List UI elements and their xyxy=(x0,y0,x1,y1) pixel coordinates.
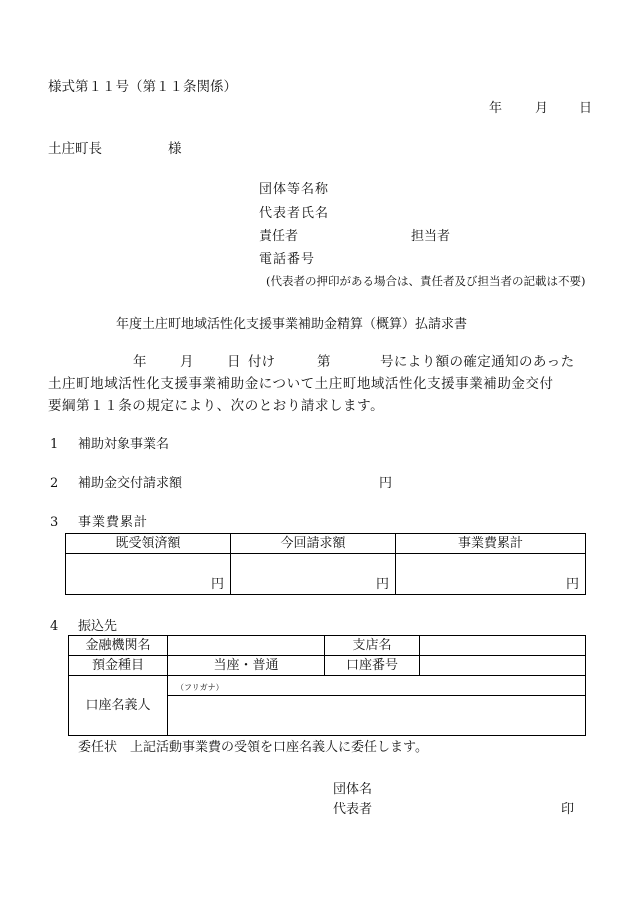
signature-representative-label: 代表者 xyxy=(333,802,373,817)
document-title: 年度土庄町地域活性化支援事業補助金精算（概算）払請求書 xyxy=(116,317,468,332)
item4-number: 4 xyxy=(50,619,59,634)
form-number: 様式第１１号（第１１条関係） xyxy=(48,79,237,95)
item3-number: 3 xyxy=(50,515,59,530)
bank-branch-field[interactable] xyxy=(420,636,586,656)
bank-branch-label: 支店名 xyxy=(325,636,420,656)
cost-received-cell[interactable] xyxy=(66,554,231,595)
account-holder-name-field[interactable] xyxy=(168,696,586,736)
bank-institution-label: 金融機関名 xyxy=(69,636,168,656)
account-number-field[interactable] xyxy=(420,656,586,676)
body-line1-rest: 号により額の確定通知のあった xyxy=(380,354,575,370)
bank-account-table xyxy=(68,635,586,736)
cost-current-cell[interactable] xyxy=(231,554,396,595)
group-name-label: 団体等名称 xyxy=(259,182,330,197)
date-year-label: 年 xyxy=(489,101,503,116)
body-line3: 要綱第１１条の規定により、次のとおり請求します。 xyxy=(48,398,385,414)
account-type-label: 預金種目 xyxy=(69,656,168,676)
account-holder-furigana-field[interactable] xyxy=(168,676,586,696)
item3-label: 事業費累計 xyxy=(78,515,149,530)
addressee-honorific: 様 xyxy=(168,141,182,157)
cost-summary-table xyxy=(65,533,586,595)
cost-received-unit: 円 xyxy=(210,577,224,592)
cost-total-unit: 円 xyxy=(565,577,579,592)
item1-number: 1 xyxy=(50,437,59,452)
signature-group-label: 団体名 xyxy=(333,782,373,797)
contact-person-label: 担当者 xyxy=(411,229,451,244)
item2-label: 補助金交付請求額 xyxy=(78,476,183,491)
account-type-value[interactable]: 当座・普通 xyxy=(168,656,325,676)
cost-header-current: 今回請求額 xyxy=(231,534,396,554)
account-number-label: 口座番号 xyxy=(325,656,420,676)
seal-note: (代表者の押印がある場合は、責任者及び担当者の記載は不要) xyxy=(266,274,586,288)
delegation-statement: 委任状 上記活動事業費の受領を口座名義人に委任します。 xyxy=(78,740,428,755)
body-year: 年 xyxy=(133,354,147,370)
item2-number: 2 xyxy=(50,476,59,491)
body-day: 日 xyxy=(227,354,241,370)
bank-institution-field[interactable] xyxy=(168,636,325,656)
item1-label: 補助対象事業名 xyxy=(78,437,170,452)
item4-label: 振込先 xyxy=(78,619,118,634)
cost-current-unit: 円 xyxy=(375,577,389,592)
furigana-label: （フリガナ） xyxy=(176,683,224,692)
body-dated: 付け xyxy=(248,354,275,370)
account-holder-label: 口座名義人 xyxy=(69,676,168,736)
responsible-label: 責任者 xyxy=(259,229,299,244)
representative-label: 代表者氏名 xyxy=(259,206,330,221)
body-line2: 土庄町地域活性化支援事業補助金について土庄町地域活性化支援事業補助金交付 xyxy=(48,376,554,392)
cost-total-cell[interactable] xyxy=(396,554,586,595)
body-month: 月 xyxy=(180,354,194,370)
cost-header-total: 事業費累計 xyxy=(396,534,586,554)
date-day-label: 日 xyxy=(579,101,593,116)
cost-header-received: 既受領済額 xyxy=(66,534,231,554)
item2-unit: 円 xyxy=(379,476,393,491)
phone-label: 電話番号 xyxy=(259,252,316,267)
body-no: 第 xyxy=(317,354,331,370)
seal-mark: 印 xyxy=(561,802,575,817)
date-month-label: 月 xyxy=(535,101,549,116)
addressee-name: 土庄町長 xyxy=(48,141,102,157)
